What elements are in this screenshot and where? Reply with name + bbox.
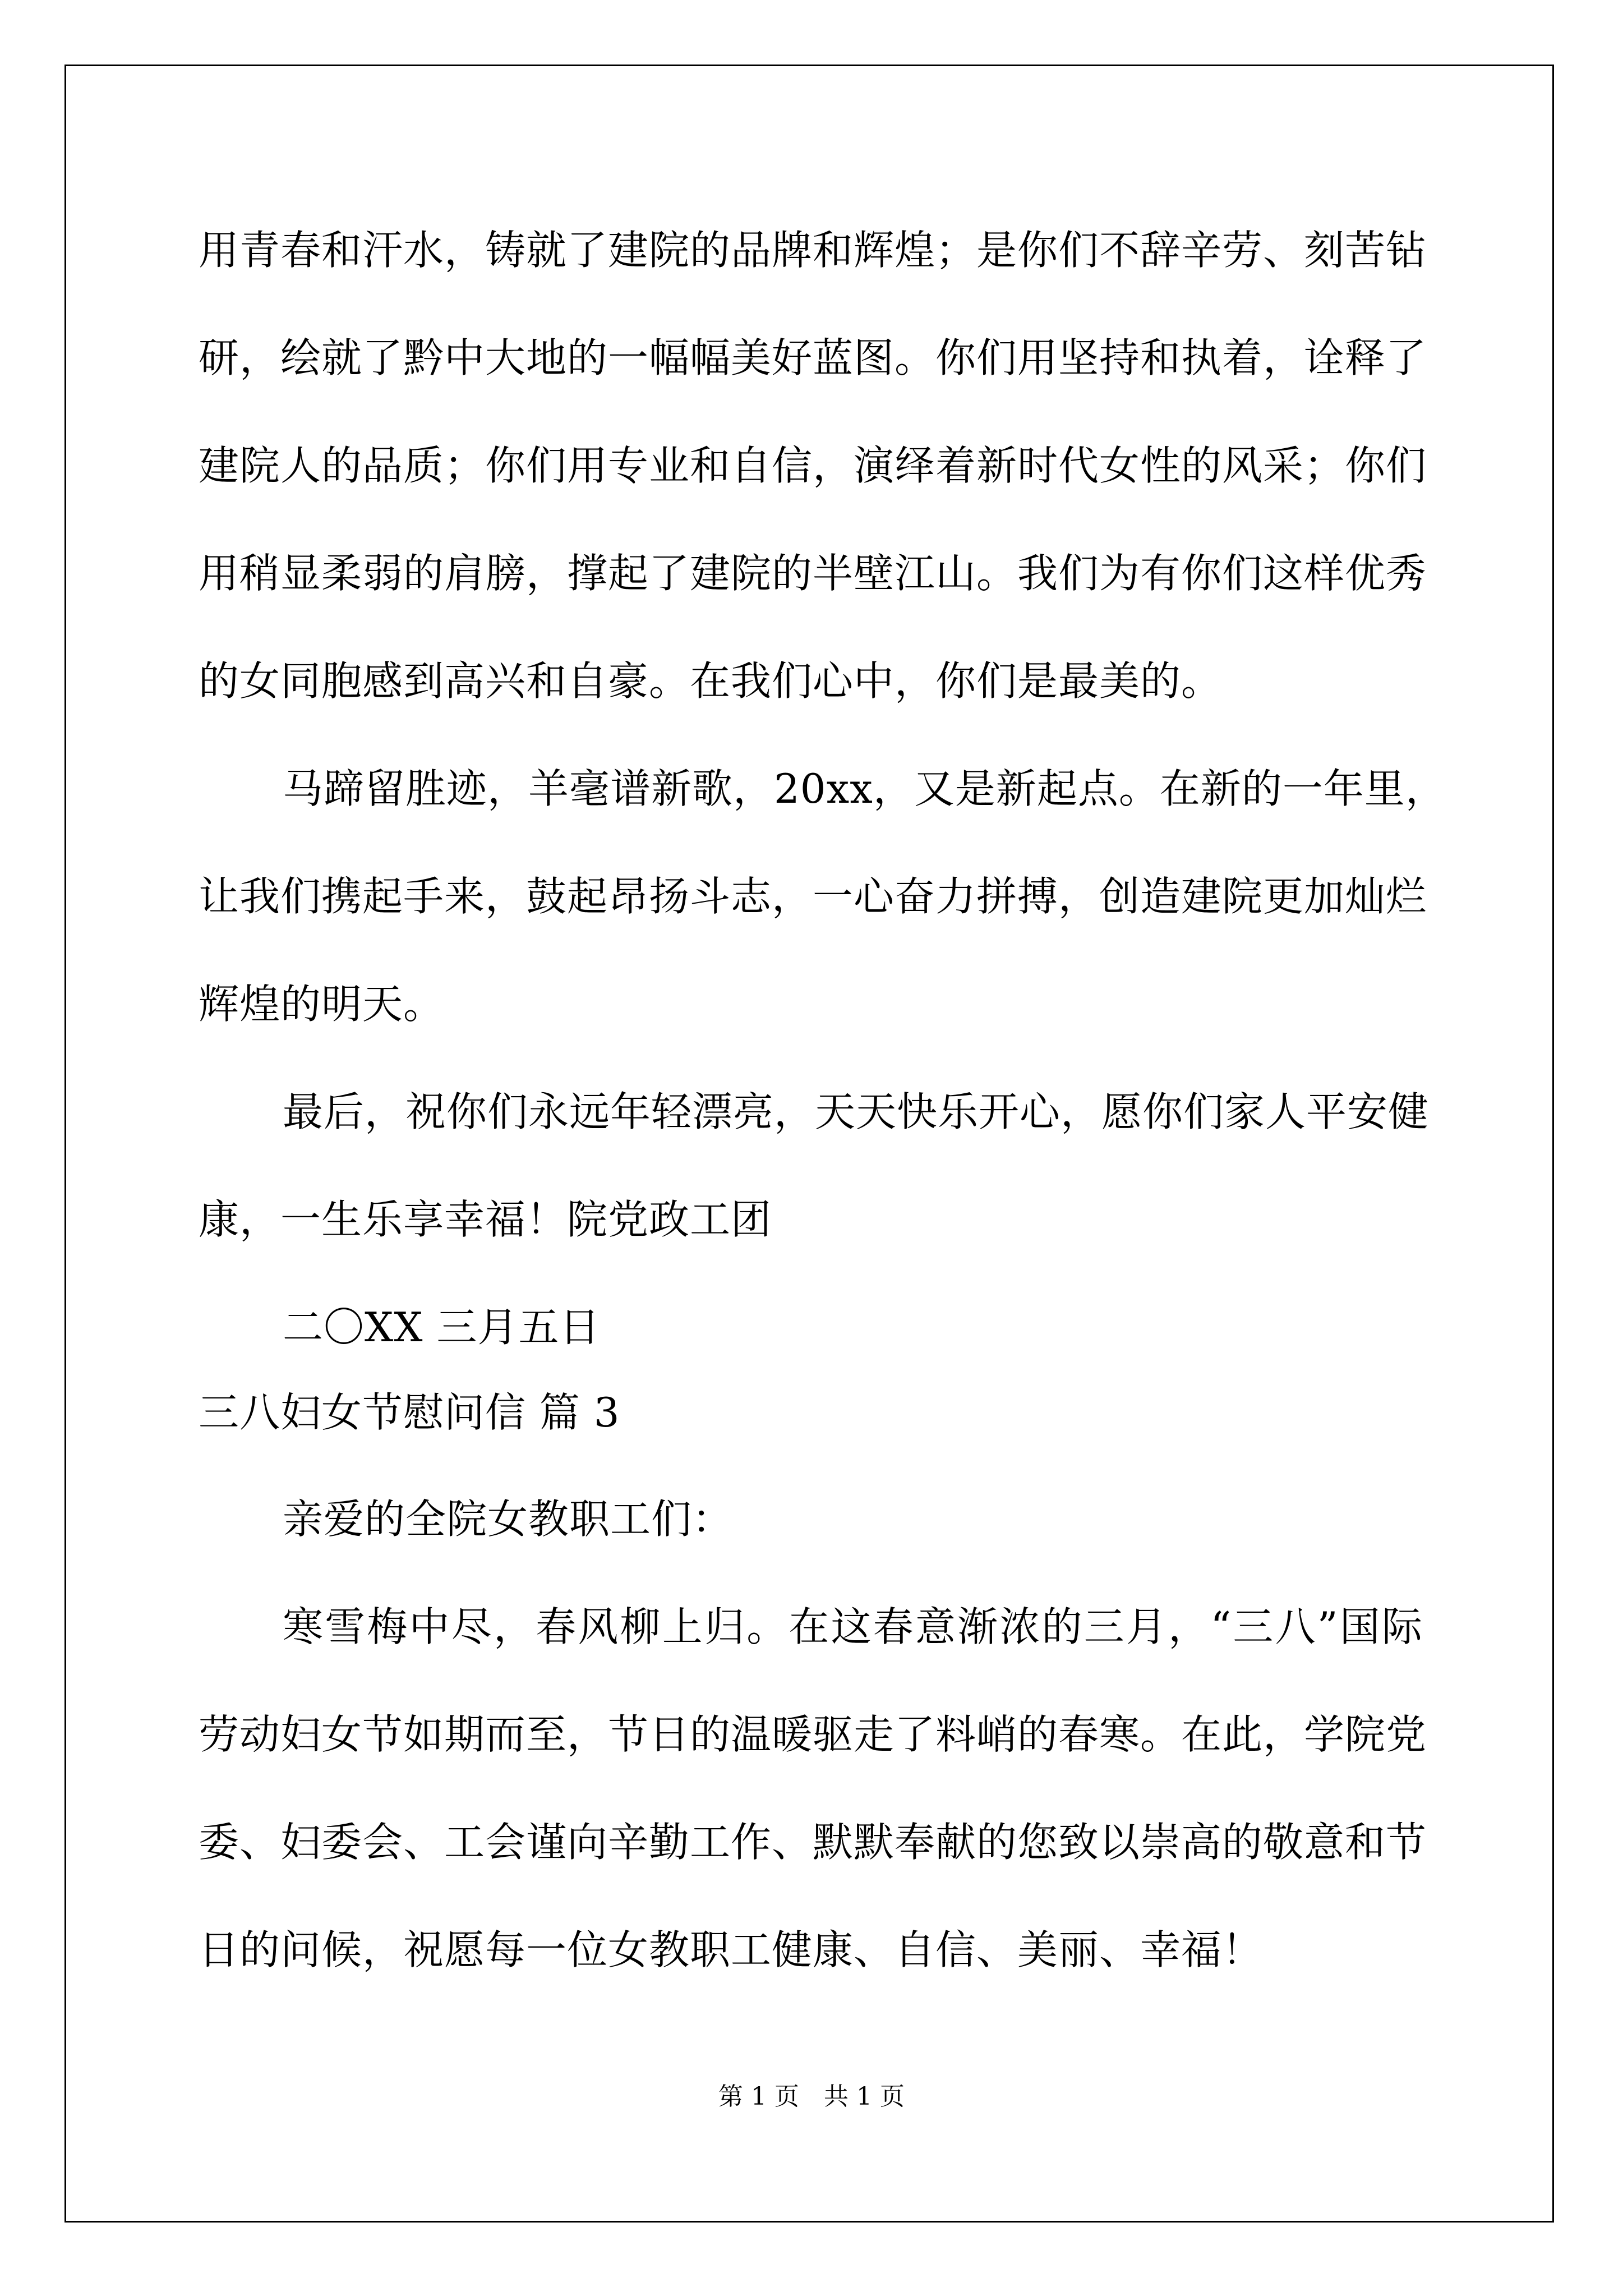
body-line-17: 日的问候，祝愿每一位女教职工健康、自信、美丽、幸福！ — [199, 1926, 1264, 1973]
date-line: 二〇XX 三月五日 — [283, 1304, 601, 1351]
body-line-16: 委、妇委会、工会谨向辛勤工作、默默奉献的您致以崇高的敬意和节 — [199, 1819, 1427, 1866]
section-heading: 三八妇女节慰问信 篇 3 — [199, 1389, 620, 1436]
body-line-5: 的女同胞感到高兴和自豪。在我们心中，你们是最美的。 — [199, 657, 1223, 705]
salutation: 亲爱的全院女教职工们： — [283, 1496, 734, 1543]
body-line-2: 研，绘就了黔中大地的一幅幅美好蓝图。你们用坚持和执着，诠释了 — [199, 334, 1427, 381]
page-border — [64, 65, 1554, 2223]
body-line-1: 用青春和汗水，铸就了建院的品牌和辉煌；是你们不辞辛劳、刻苦钻 — [199, 227, 1427, 274]
body-line-10: 康，一生乐享幸福！院党政工团 — [199, 1196, 772, 1243]
body-line-3: 建院人的品质；你们用专业和自信，演绎着新时代女性的风采；你们 — [199, 442, 1427, 489]
page-footer: 第 1 页 共 1 页 — [718, 2082, 905, 2111]
body-line-7: 让我们携起手来，鼓起昂扬斗志，一心奋力拼搏，创造建院更加灿烂 — [199, 873, 1427, 920]
body-line-4: 用稍显柔弱的肩膀，撑起了建院的半壁江山。我们为有你们这样优秀 — [199, 550, 1427, 597]
body-line-8: 辉煌的明天。 — [199, 981, 445, 1028]
body-line-14: 寒雪梅中尽，春风柳上归。在这春意渐浓的三月，“三八”国际 — [283, 1603, 1423, 1650]
body-line-6: 马蹄留胜迹，羊毫谱新歌，20xx，又是新起点。在新的一年里， — [283, 765, 1446, 812]
body-line-9: 最后，祝你们永远年轻漂亮，天天快乐开心，愿你们家人平安健 — [283, 1088, 1430, 1135]
body-line-15: 劳动妇女节如期而至，节日的温暖驱走了料峭的春寒。在此，学院党 — [199, 1711, 1427, 1758]
